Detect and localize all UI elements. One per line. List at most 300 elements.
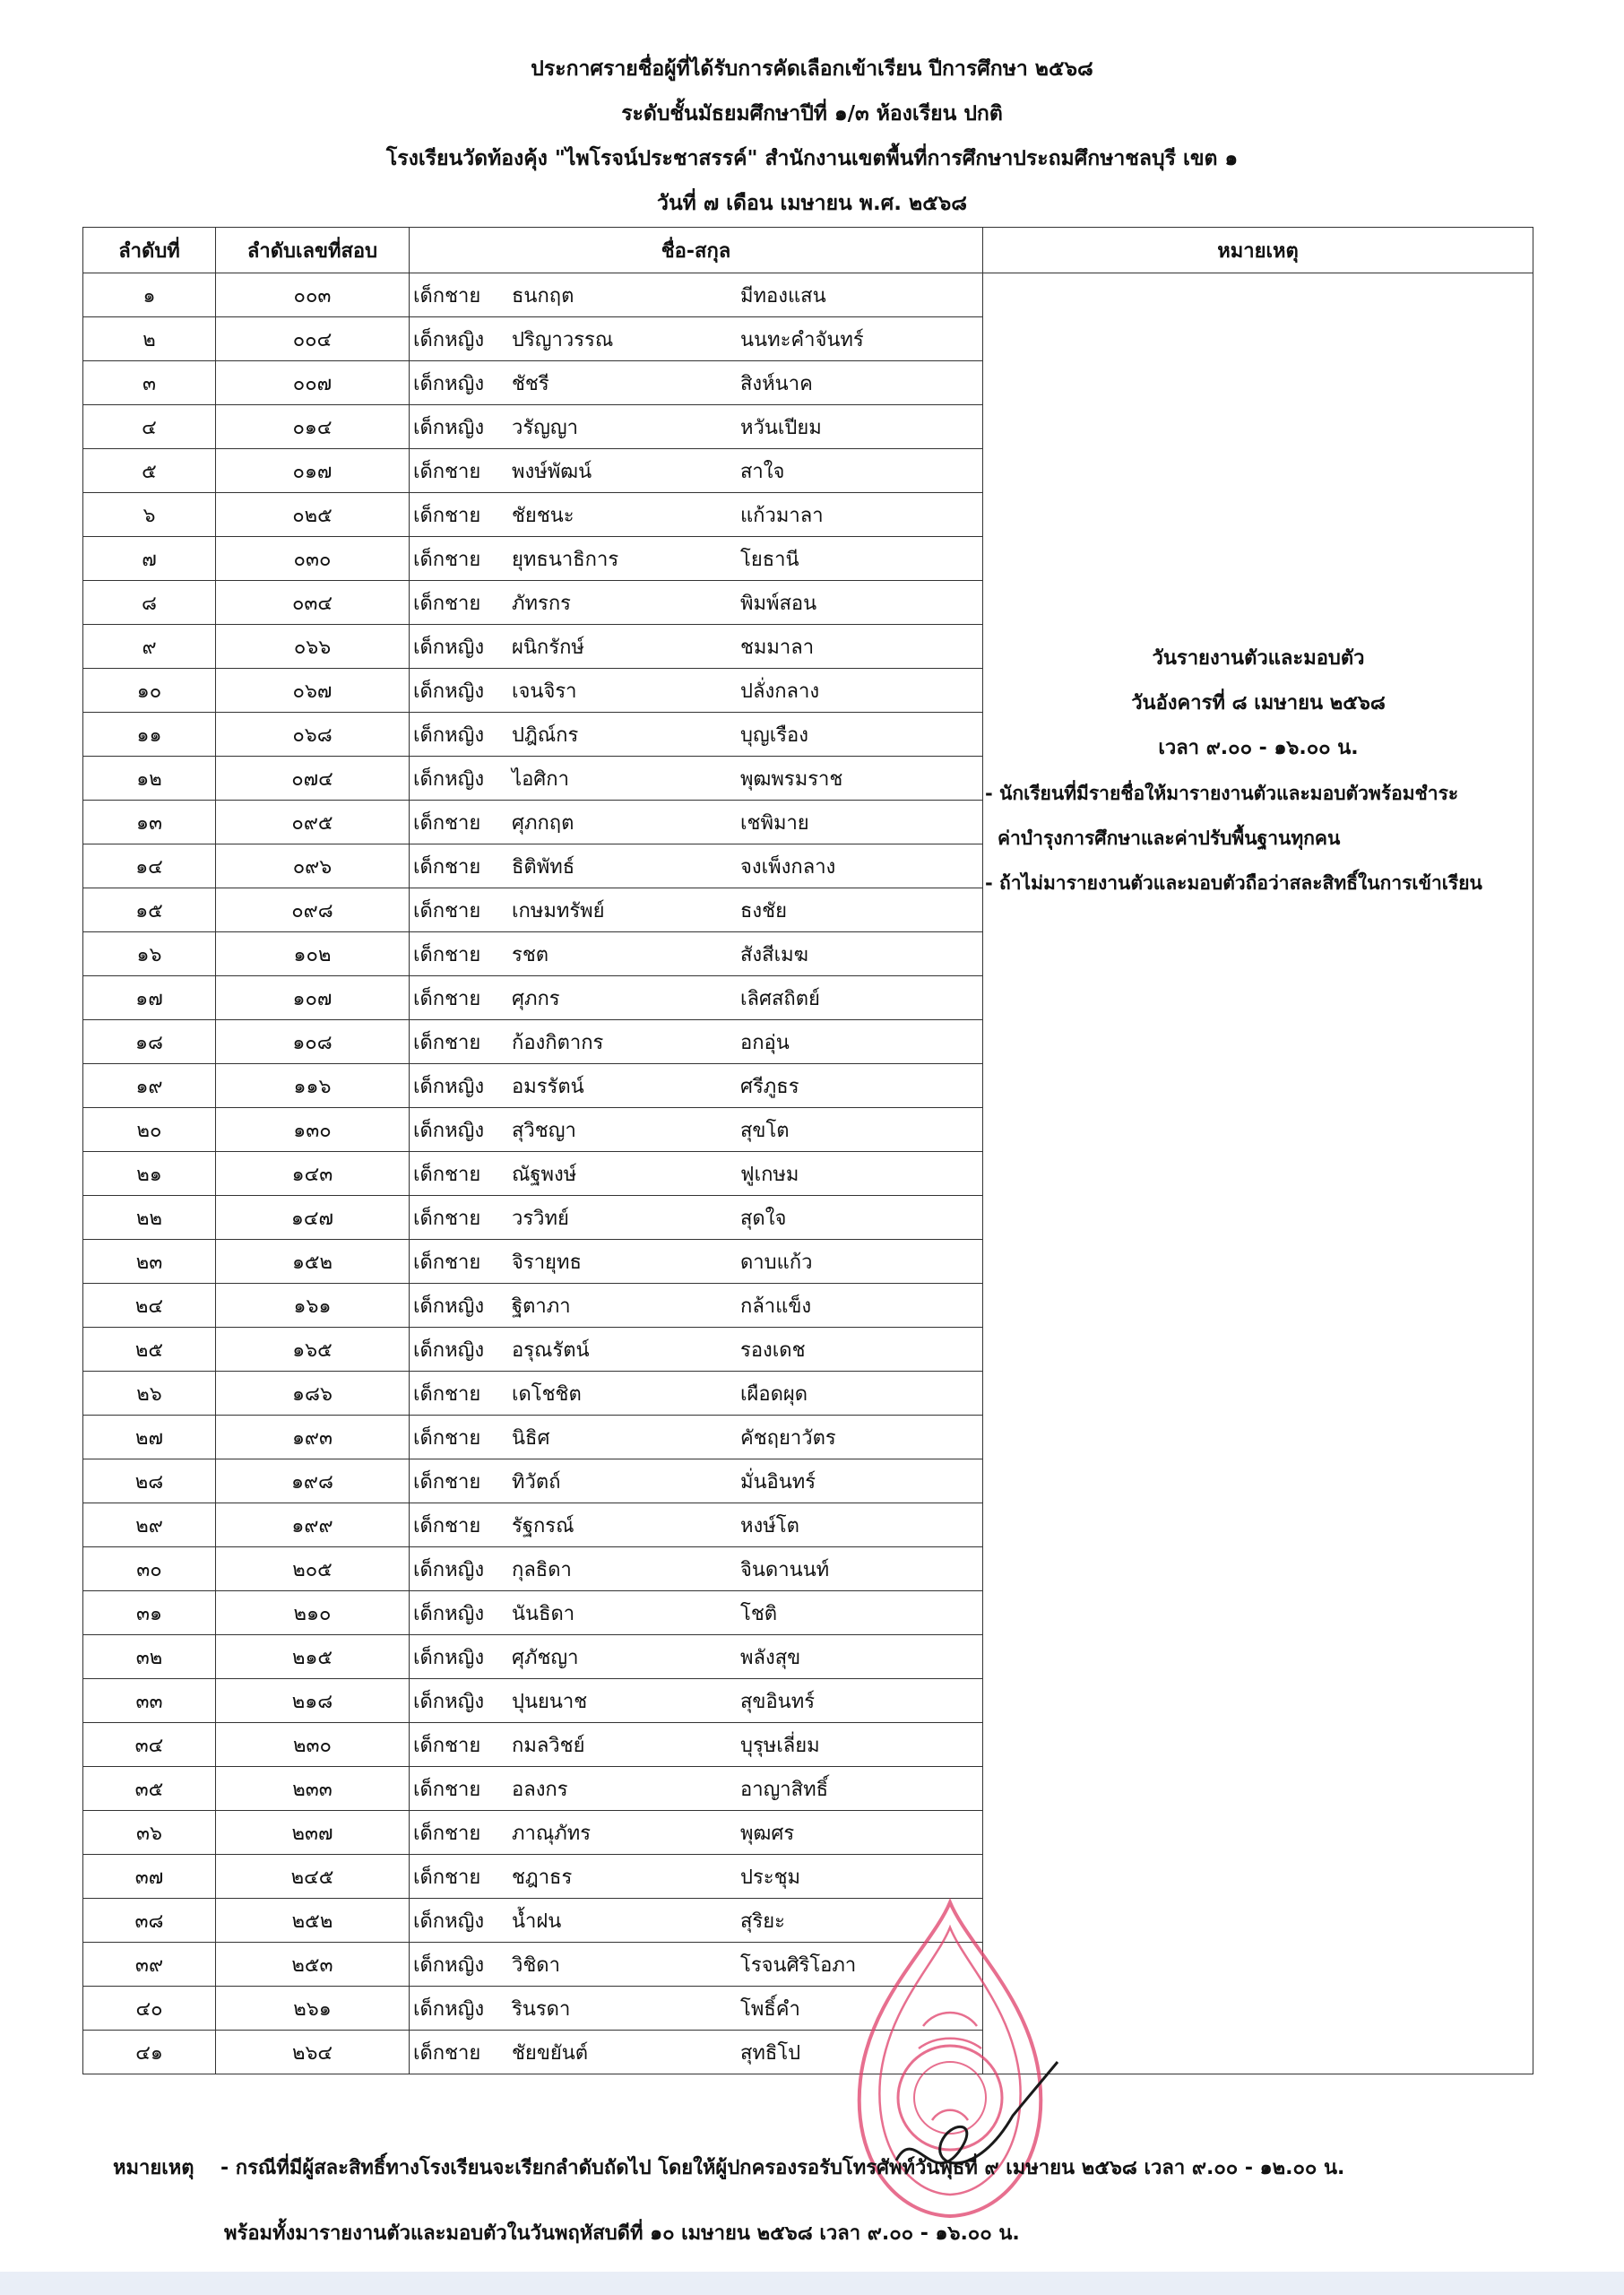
row-order: ๓๙ (83, 1943, 216, 1987)
row-exam-number: ๒๓๓ (216, 1767, 410, 1811)
first-name: วิชิดา (512, 1953, 560, 1977)
name-cell (410, 1152, 982, 1195)
remark-bullet-1-cont: ค่าบำรุงการศึกษาและค่าปรับพื้นฐานทุกคน (998, 827, 1341, 849)
name-prefix: เด็กชาย (413, 1470, 481, 1494)
last-name: โยธานี (740, 548, 799, 571)
first-name: ปฎิณ์กร (512, 723, 579, 747)
table-row (83, 273, 1533, 317)
row-order: ๓ (83, 361, 216, 405)
name-prefix: เด็กหญิง (413, 1646, 485, 1669)
name-prefix: เด็กชาย (413, 811, 481, 835)
row-exam-number: ๐๓๐ (216, 537, 410, 581)
name-cell (410, 1591, 982, 1634)
row-order: ๒๑ (83, 1152, 216, 1196)
last-name: ชมมาลา (740, 636, 815, 659)
last-name: พลังสุข (740, 1646, 801, 1669)
row-exam-number: ๑๐๗ (216, 976, 410, 1020)
row-full-name (410, 1108, 983, 1152)
row-exam-number: ๑๖๕ (216, 1328, 410, 1372)
row-order: ๕ (83, 449, 216, 493)
row-full-name (410, 493, 983, 537)
row-full-name (410, 1635, 983, 1679)
name-cell (410, 1503, 982, 1546)
last-name: บุญเรือง (740, 723, 809, 747)
name-prefix: เด็กชาย (413, 1778, 481, 1801)
name-prefix: เด็กชาย (413, 1866, 481, 1889)
last-name: ดาบแก้ว (740, 1251, 813, 1274)
row-exam-number: ๐๖๖ (216, 625, 410, 669)
first-name: อมรรัตน์ (512, 1075, 584, 1098)
row-full-name (410, 1723, 983, 1767)
name-cell (410, 669, 982, 712)
first-name: ธนกฤต (512, 284, 574, 307)
first-name: ฐิตาภา (512, 1295, 571, 1318)
first-name: ไอศิกา (512, 767, 569, 791)
name-cell (410, 844, 982, 888)
row-order: ๑๗ (83, 976, 216, 1020)
row-full-name (410, 1284, 983, 1328)
name-cell (410, 449, 982, 492)
header-order: ลำดับที่ (83, 228, 216, 273)
name-prefix: เด็กชาย (413, 1426, 481, 1450)
row-order: ๒๕ (83, 1328, 216, 1372)
name-cell (410, 932, 982, 975)
row-full-name (410, 273, 983, 317)
row-order: ๓๘ (83, 1899, 216, 1943)
last-name: สุขอินทร์ (740, 1690, 816, 1713)
footer-note (113, 2152, 1547, 2248)
last-name: ธงชัย (740, 899, 787, 922)
name-cell (410, 713, 982, 756)
last-name: เลิศสถิตย์ (740, 987, 820, 1010)
row-full-name (410, 537, 983, 581)
last-name: จินดานนท์ (740, 1558, 830, 1581)
first-name: พงษ์พัฒน์ (512, 460, 592, 483)
first-name: วรัญญา (512, 416, 579, 439)
row-exam-number: ๑๑๖ (216, 1064, 410, 1108)
row-exam-number: ๒๖๔ (216, 2031, 410, 2074)
name-cell (410, 1723, 982, 1766)
last-name: สุริยะ (740, 1910, 785, 1933)
row-exam-number: ๐๑๗ (216, 449, 410, 493)
row-order: ๓๑ (83, 1591, 216, 1635)
row-exam-number: ๑๔๗ (216, 1196, 410, 1240)
row-exam-number: ๒๕๒ (216, 1899, 410, 1943)
name-prefix: เด็กชาย (413, 899, 481, 922)
scan-bottom-band (0, 2272, 1624, 2295)
last-name: กล้าแข็ง (740, 1295, 812, 1318)
name-cell (410, 1767, 982, 1810)
name-prefix: เด็กหญิง (413, 680, 485, 703)
first-name: ชัยชนะ (512, 504, 574, 527)
first-name: จิรายุทธ (512, 1251, 582, 1274)
row-order: ๒๘ (83, 1459, 216, 1503)
first-name: ภัทรกร (512, 592, 571, 615)
row-full-name (410, 1679, 983, 1723)
last-name: มีทองแสน (740, 284, 826, 307)
name-prefix: เด็กหญิง (413, 1119, 485, 1142)
name-cell (410, 273, 982, 316)
name-cell (410, 1811, 982, 1854)
row-order: ๔๐ (83, 1987, 216, 2031)
row-exam-number: ๐๗๔ (216, 757, 410, 801)
remark-bullet-1: - นักเรียนที่มีรายชื่อให้มารายงานตัวและมอบตัวพร้อมชำระ (985, 783, 1459, 804)
row-full-name (410, 888, 983, 932)
row-exam-number: ๒๓๐ (216, 1723, 410, 1767)
last-name: ฟูเกษม (740, 1163, 799, 1186)
row-exam-number: ๐๐๓ (216, 273, 410, 317)
name-cell (410, 405, 982, 448)
row-exam-number: ๑๘๖ (216, 1372, 410, 1416)
name-prefix: เด็กหญิง (413, 636, 485, 659)
name-cell (410, 1635, 982, 1678)
first-name: ศุภัชญา (512, 1646, 579, 1669)
first-name: ศุภกฤต (512, 811, 574, 835)
name-prefix: เด็กหญิง (413, 328, 485, 351)
header-exam-number: ลำดับเลขที่สอบ (216, 228, 410, 273)
row-order: ๒๒ (83, 1196, 216, 1240)
row-exam-number: ๑๖๑ (216, 1284, 410, 1328)
row-order: ๔๑ (83, 2031, 216, 2074)
last-name: พุฒศร (740, 1822, 795, 1845)
name-prefix: เด็กหญิง (413, 1295, 485, 1318)
name-cell (410, 537, 982, 580)
title-line-3: โรงเรียนวัดท้องคุ้ง "ไพโรจน์ประชาสรรค์" สำนักงานเขตพื้นที่การศึกษาประถมศึกษาชลบุรี เขต ๑ (385, 147, 1239, 170)
row-order: ๑๘ (83, 1020, 216, 1064)
name-cell (410, 888, 982, 931)
first-name: น้ำฝน (512, 1910, 562, 1933)
name-cell (410, 625, 982, 668)
name-prefix: เด็กชาย (413, 987, 481, 1010)
first-name: ยุทธนาธิการ (512, 548, 619, 571)
last-name: เผือดผุด (740, 1382, 808, 1406)
first-name: ก้องกิตากร (512, 1031, 604, 1054)
name-prefix: เด็กชาย (413, 460, 481, 483)
first-name: นันธิดา (512, 1602, 575, 1625)
row-order: ๓๒ (83, 1635, 216, 1679)
first-name: ชฎาธร (512, 1866, 573, 1889)
row-order: ๒๐ (83, 1108, 216, 1152)
table-header-row (83, 228, 1533, 273)
name-prefix: เด็กชาย (413, 1734, 481, 1757)
name-prefix: เด็กหญิง (413, 1953, 485, 1977)
name-prefix: เด็กหญิง (413, 1910, 485, 1933)
name-cell (410, 757, 982, 800)
last-name: ปลั่งกลาง (740, 680, 820, 703)
header-full-name: ชื่อ-สกุล (410, 228, 983, 273)
name-prefix: เด็กชาย (413, 1822, 481, 1845)
row-order: ๒ (83, 317, 216, 361)
row-full-name (410, 932, 983, 976)
row-exam-number: ๐๒๕ (216, 493, 410, 537)
row-full-name (410, 1152, 983, 1196)
name-cell (410, 581, 982, 624)
row-exam-number: ๒๑๕ (216, 1635, 410, 1679)
footer-line-2: พร้อมทั้งมารายงานตัวและมอบตัวในวันพฤหัสบดีที่ ๑๐ เมษายน ๒๕๖๘ เวลา ๙.๐๐ - ๑๖.๐๐ น. (224, 2222, 1020, 2245)
first-name: เดโชชิต (512, 1382, 582, 1406)
last-name: เชพิมาย (740, 811, 809, 835)
first-name: วรวิทย์ (512, 1207, 569, 1230)
last-name: โชติ (740, 1602, 778, 1625)
row-order: ๔ (83, 405, 216, 449)
name-cell (410, 317, 982, 360)
title-line-2: ระดับชั้นมัธยมศึกษาปีที่ ๑/๓ ห้องเรียน ปกติ (621, 102, 1003, 126)
row-order: ๘ (83, 581, 216, 625)
row-full-name (410, 581, 983, 625)
last-name: แก้วมาลา (740, 504, 824, 527)
first-name: สุวิชญา (512, 1119, 576, 1142)
first-name: เจนจิรา (512, 680, 577, 703)
name-prefix: เด็กชาย (413, 1163, 481, 1186)
name-prefix: เด็กชาย (413, 592, 481, 615)
row-exam-number: ๒๐๕ (216, 1547, 410, 1591)
name-cell (410, 976, 982, 1019)
row-order: ๒๗ (83, 1416, 216, 1459)
name-prefix: เด็กหญิง (413, 723, 485, 747)
row-order: ๓๔ (83, 1723, 216, 1767)
name-cell (410, 1240, 982, 1283)
name-prefix: เด็กชาย (413, 943, 481, 966)
row-order: ๑๔ (83, 844, 216, 888)
name-cell (410, 493, 982, 536)
name-cell (410, 1284, 982, 1327)
row-order: ๑๓ (83, 801, 216, 844)
row-exam-number: ๐๐๗ (216, 361, 410, 405)
first-name: ชัชรี (512, 372, 549, 395)
last-name: สังสีเมฆ (740, 943, 808, 966)
row-exam-number: ๒๕๓ (216, 1943, 410, 1987)
last-name: อกอุ่น (740, 1031, 790, 1054)
name-prefix: เด็กหญิง (413, 1602, 485, 1625)
row-full-name (410, 1020, 983, 1064)
first-name: ธิติพัทธ์ (512, 855, 575, 879)
last-name: จงเพ็งกลาง (740, 855, 836, 879)
row-exam-number: ๐๙๖ (216, 844, 410, 888)
title-line-4: วันที่ ๗ เดือน เมษายน พ.ศ. ๒๕๖๘ (657, 192, 967, 215)
last-name: สุขโต (740, 1119, 790, 1142)
row-full-name (410, 1328, 983, 1372)
row-exam-number: ๒๔๕ (216, 1855, 410, 1899)
first-name: อลงกร (512, 1778, 568, 1801)
name-prefix: เด็กหญิง (413, 1997, 485, 2021)
row-exam-number: ๒๑๐ (216, 1591, 410, 1635)
name-cell (410, 1064, 982, 1107)
first-name: ศุภกร (512, 987, 560, 1010)
name-prefix: เด็กชาย (413, 284, 481, 307)
name-prefix: เด็กชาย (413, 855, 481, 879)
name-prefix: เด็กชาย (413, 1207, 481, 1230)
last-name: พิมพ์สอน (740, 592, 817, 615)
row-full-name (410, 976, 983, 1020)
row-order: ๓๓ (83, 1679, 216, 1723)
footer-label: หมายเหตุ (113, 2157, 194, 2179)
first-name: ทิวัตถ์ (512, 1470, 561, 1494)
first-name: รชต (512, 943, 549, 966)
remark-report-date: วันอังคารที่ ๘ เมษายน ๒๕๖๘ (1131, 692, 1386, 714)
last-name: ศรีภูธร (740, 1075, 799, 1098)
row-full-name (410, 1372, 983, 1416)
name-prefix: เด็กชาย (413, 1251, 481, 1274)
row-full-name (410, 1064, 983, 1108)
row-full-name (410, 669, 983, 713)
row-order: ๒๔ (83, 1284, 216, 1328)
row-order: ๑๒ (83, 757, 216, 801)
row-full-name (410, 1196, 983, 1240)
first-name: ชัยขยันต์ (512, 2041, 589, 2065)
last-name: โรจนศิริโอภา (740, 1953, 857, 1977)
first-name: ผนิกรักษ์ (512, 636, 584, 659)
row-exam-number: ๐๙๕ (216, 801, 410, 844)
row-exam-number: ๐๓๔ (216, 581, 410, 625)
name-cell (410, 1459, 982, 1503)
row-full-name (410, 1811, 983, 1855)
name-cell (410, 1547, 982, 1590)
last-name: บุรุษเลี่ยม (740, 1734, 820, 1757)
first-name: ปริญาวรรณ (512, 328, 614, 351)
student-roster-table (82, 227, 1533, 2074)
header-remark: หมายเหตุ (983, 228, 1533, 273)
row-full-name (410, 449, 983, 493)
last-name: ประชุม (740, 1866, 801, 1889)
row-full-name (410, 1416, 983, 1459)
row-order: ๓๕ (83, 1767, 216, 1811)
row-full-name (410, 1240, 983, 1284)
last-name: หวันเปียม (740, 416, 822, 439)
footer-line-1: - กรณีที่มีผู้สละสิทธิ์ทางโรงเรียนจะเรียกลำดับถัดไป โดยให้ผู้ปกครองรอรับโทรศัพท์วันพุธที่ ๙ เมษายน ๒๕๖๘ เวลา ๙.๐๐ - ๑๒.๐๐ น. (220, 2157, 1345, 2179)
row-order: ๑๑ (83, 713, 216, 757)
title-line-1: ประกาศรายชื่อผู้ที่ได้รับการคัดเลือกเข้าเรียน ปีการศึกษา ๒๕๖๘ (531, 57, 1093, 81)
name-cell (410, 1416, 982, 1459)
last-name: อาญาสิทธิ์ (740, 1778, 829, 1801)
first-name: นิธิศ (512, 1426, 550, 1450)
last-name: สาใจ (740, 460, 785, 483)
name-prefix: เด็กชาย (413, 548, 481, 571)
first-name: รัฐกรณ์ (512, 1514, 574, 1537)
row-exam-number: ๑๙๘ (216, 1459, 410, 1503)
first-name: ภาณุภัทร (512, 1822, 592, 1845)
remark-bullet-2: - ถ้าไม่มารายงานตัวและมอบตัวถือว่าสละสิทธิ์ในการเข้าเรียน (985, 872, 1482, 894)
last-name: สุทธิโป (740, 2041, 801, 2065)
name-prefix: เด็กหญิง (413, 1338, 485, 1362)
row-exam-number: ๒๖๑ (216, 1987, 410, 2031)
name-prefix: เด็กชาย (413, 1031, 481, 1054)
name-prefix: เด็กหญิง (413, 767, 485, 791)
row-full-name (410, 317, 983, 361)
remark-block (983, 637, 1533, 905)
last-name: สุดใจ (740, 1207, 787, 1230)
row-full-name (410, 801, 983, 844)
last-name: พุฒพรมราช (740, 767, 843, 791)
row-exam-number: ๒๓๗ (216, 1811, 410, 1855)
first-name: ปุนยนาช (512, 1690, 588, 1713)
row-full-name (410, 1547, 983, 1591)
row-order: ๓๐ (83, 1547, 216, 1591)
name-prefix: เด็กหญิง (413, 1690, 485, 1713)
row-exam-number: ๑๕๒ (216, 1240, 410, 1284)
row-order: ๗ (83, 537, 216, 581)
name-cell (410, 1020, 982, 1063)
name-prefix: เด็กชาย (413, 504, 481, 527)
first-name: เกษมทรัพย์ (512, 899, 605, 922)
row-full-name (410, 1767, 983, 1811)
row-full-name (410, 713, 983, 757)
name-cell (410, 801, 982, 844)
row-full-name (410, 1503, 983, 1547)
row-full-name (410, 405, 983, 449)
first-name: อรุณรัตน์ (512, 1338, 590, 1362)
last-name: มั่นอินทร์ (740, 1470, 816, 1494)
row-full-name (410, 844, 983, 888)
row-full-name (410, 625, 983, 669)
name-prefix: เด็กชาย (413, 2041, 481, 2065)
first-name: กุลธิดา (512, 1558, 572, 1581)
row-order: ๓๖ (83, 1811, 216, 1855)
row-order: ๙ (83, 625, 216, 669)
first-name: รินรดา (512, 1997, 571, 2021)
row-exam-number: ๑๙๙ (216, 1503, 410, 1547)
row-order: ๑๕ (83, 888, 216, 932)
row-exam-number: ๑๙๓ (216, 1416, 410, 1459)
row-full-name (410, 1591, 983, 1635)
row-order: ๑๖ (83, 932, 216, 976)
remark-report-title: วันรายงานตัวและมอบตัว (1152, 647, 1365, 670)
name-prefix: เด็กหญิง (413, 1075, 485, 1098)
last-name: นนทะคำจันทร์ (740, 328, 864, 351)
name-prefix: เด็กหญิง (413, 372, 485, 395)
last-name: โพธิ์คำ (740, 1997, 800, 2021)
row-order: ๒๓ (83, 1240, 216, 1284)
name-cell (410, 1328, 982, 1371)
row-exam-number: ๑๐๘ (216, 1020, 410, 1064)
name-cell (410, 361, 982, 404)
row-exam-number: ๑๐๒ (216, 932, 410, 976)
document-header (0, 47, 1624, 226)
name-cell (410, 1679, 982, 1722)
name-prefix: เด็กชาย (413, 1514, 481, 1537)
first-name: กมลวิชย์ (512, 1734, 585, 1757)
first-name: ณัฐพงษ์ (512, 1163, 577, 1186)
last-name: คัชฤยาวัตร (740, 1426, 836, 1450)
row-full-name (410, 757, 983, 801)
last-name: หงษ์โต (740, 1514, 799, 1537)
name-cell (410, 1372, 982, 1415)
row-exam-number: ๐๐๔ (216, 317, 410, 361)
row-full-name (410, 1459, 983, 1503)
remark-cell (983, 273, 1533, 2074)
row-exam-number: ๑๓๐ (216, 1108, 410, 1152)
row-exam-number: ๒๑๘ (216, 1679, 410, 1723)
name-prefix: เด็กชาย (413, 1382, 481, 1406)
row-order: ๒๖ (83, 1372, 216, 1416)
row-exam-number: ๐๖๗ (216, 669, 410, 713)
row-exam-number: ๐๑๔ (216, 405, 410, 449)
last-name: สิงห์นาค (740, 372, 813, 395)
remark-report-time: เวลา ๙.๐๐ - ๑๖.๐๐ น. (1158, 737, 1359, 759)
row-exam-number: ๑๔๓ (216, 1152, 410, 1196)
row-exam-number: ๐๖๘ (216, 713, 410, 757)
row-order: ๑ (83, 273, 216, 317)
row-order: ๖ (83, 493, 216, 537)
row-full-name (410, 361, 983, 405)
row-order: ๓๗ (83, 1855, 216, 1899)
name-cell (410, 1108, 982, 1151)
row-order: ๑๙ (83, 1064, 216, 1108)
name-cell (410, 1196, 982, 1239)
last-name: รองเดช (740, 1338, 806, 1362)
row-order: ๒๙ (83, 1503, 216, 1547)
name-prefix: เด็กหญิง (413, 1558, 485, 1581)
row-order: ๑๐ (83, 669, 216, 713)
